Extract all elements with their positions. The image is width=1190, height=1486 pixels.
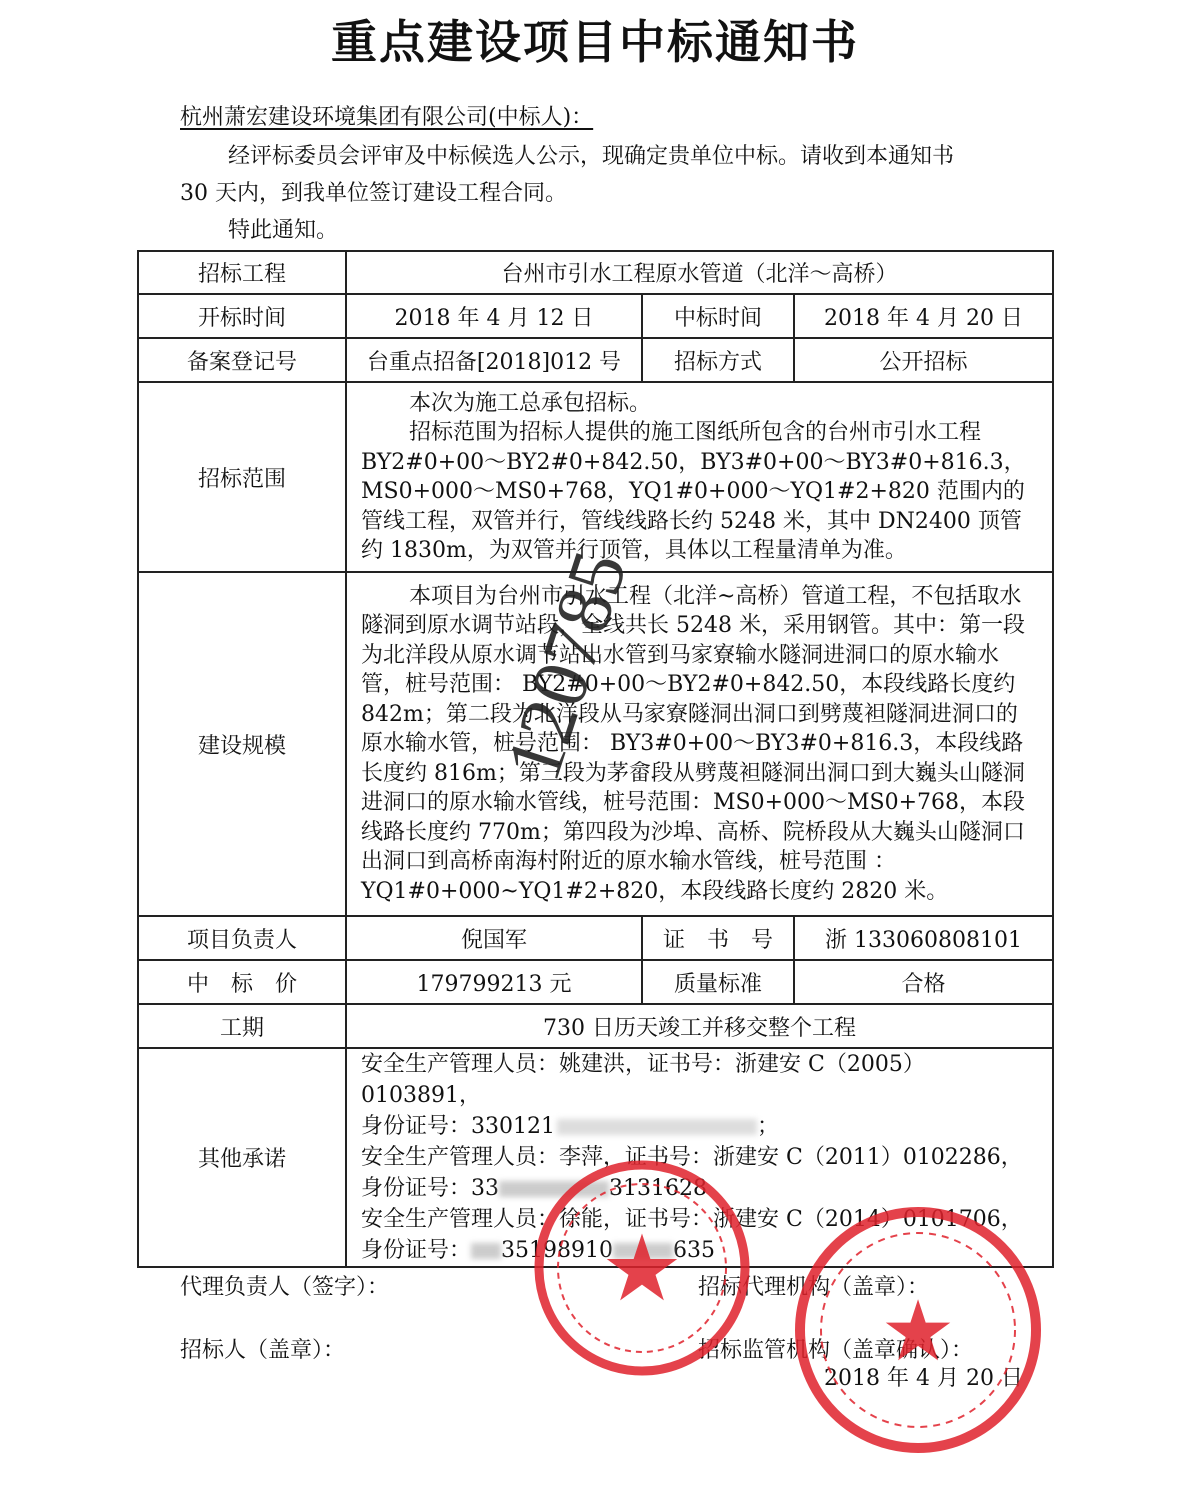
quality-label: 质量标准 bbox=[642, 960, 794, 1004]
intro-line-1: 经评标委员会评审及中标候选人公示，现确定贵单位中标。请收到本通知书 bbox=[228, 144, 955, 169]
agent-org-seal: 招标代理机构（盖章）： bbox=[698, 1275, 930, 1300]
price-value: 179799213 元 bbox=[346, 960, 642, 1004]
award-time-label: 中标时间 bbox=[642, 294, 794, 338]
other-line-3: 安全生产管理人员：李萍，证书号：浙建安 C（2011）0102286， bbox=[361, 1145, 1023, 1170]
price-label: 中 标 价 bbox=[138, 960, 346, 1004]
scope-label: 招标范围 bbox=[138, 382, 346, 572]
record-no-value: 台重点招备[2018]012 号 bbox=[346, 338, 642, 382]
document-title: 重点建设项目中标通知书 bbox=[331, 15, 859, 69]
scope-paragraph-2: 招标范围为招标人提供的施工图纸所包含的台州市引水工程BY2#0+00～BY2#0+842.50，BY3#0+00～BY3#0+816.3，MS0+000～MS0+768，YQ1#0+000～YQ1#2+820 范围内的管线工程，双管并行，管线线路长约 5248 米，其中 DN2400 顶管约 1830m，为双管并行顶管，具体以工程量清单为准。 bbox=[361, 420, 1026, 563]
company-seal-star: ★ bbox=[600, 1215, 684, 1322]
scope-paragraph-1: 本次为施工总承包招标。 bbox=[409, 390, 652, 416]
open-time-label: 开标时间 bbox=[138, 294, 346, 338]
row-scale bbox=[138, 572, 1053, 916]
scale-label: 建设规模 bbox=[138, 572, 346, 916]
other-line-4 bbox=[361, 1173, 1038, 1204]
method-label: 招标方式 bbox=[642, 338, 794, 382]
watermark-number: 120785 bbox=[488, 540, 644, 791]
id-prefix-1: 身份证号：330121 bbox=[361, 1114, 555, 1139]
manager-label: 项目负责人 bbox=[138, 916, 346, 960]
row-time bbox=[138, 294, 1053, 338]
other-line-5: 安全生产管理人员：徐能，证书号：浙建安 C（2014）0101706， bbox=[361, 1207, 1023, 1232]
other-label: 其他承诺 bbox=[138, 1048, 346, 1267]
other-line-2: 身份证号：330121 ； bbox=[361, 1114, 779, 1139]
period-value: 730 日历天竣工并移交整个工程 bbox=[346, 1004, 1053, 1048]
row-record bbox=[138, 338, 1053, 382]
other-text bbox=[346, 1048, 1053, 1267]
intro-block bbox=[180, 138, 1040, 249]
record-no-label: 备案登记号 bbox=[138, 338, 346, 382]
redacted-id-3a bbox=[471, 1243, 501, 1259]
project-label: 招标工程 bbox=[138, 251, 346, 294]
cert-label: 证 书 号 bbox=[642, 916, 794, 960]
intro-line-2: 30 天内，到我单位签订建设工程合同。 bbox=[180, 181, 567, 206]
other-line-6 bbox=[361, 1235, 1038, 1266]
scope-text bbox=[346, 382, 1053, 572]
row-period bbox=[138, 1004, 1053, 1048]
row-price bbox=[138, 960, 1053, 1004]
period-label: 工期 bbox=[138, 1004, 346, 1048]
award-table bbox=[137, 250, 1054, 1268]
row-project bbox=[138, 251, 1053, 294]
office-seal-star: ★ bbox=[880, 1282, 956, 1380]
row-scope bbox=[138, 382, 1053, 572]
redacted-id-3b bbox=[613, 1243, 673, 1259]
cert-value: 浙 133060808101 bbox=[794, 916, 1053, 960]
supervisor-seal: 招标监管机构（盖章确认）： bbox=[698, 1338, 974, 1363]
open-time-value: 2018 年 4 月 12 日 bbox=[346, 294, 642, 338]
row-manager bbox=[138, 916, 1053, 960]
id-fragment-2: 3131628 bbox=[609, 1176, 707, 1201]
id-fragment-3a: 35198910 bbox=[501, 1238, 613, 1263]
quality-value: 合格 bbox=[794, 960, 1053, 1004]
id-prefix-3: 身份证号： bbox=[361, 1238, 472, 1263]
redacted-id-2 bbox=[499, 1181, 609, 1197]
other-line-1: 安全生产管理人员：姚建洪，证书号：浙建安 C（2005）0103891， bbox=[361, 1052, 925, 1108]
scale-paragraph: 本项目为台州市引水工程（北洋~高桥）管道工程，不包括取水隧洞到原水调节站段，全线共长 5248 米，采用钢管。其中：第一段为北洋段从原水调节站出水管到马家寮输水隧洞进洞口的原水输水管，桩号范围： BY2#0+00～BY2#0+842.50，本段线路长度约 842m；第二段为北洋段从马家寮隧洞出洞口到劈蔑袒隧洞进洞口的原水输水管，桩号范围： BY3#0+00～BY3#0+816.3，本段线路长度约 816m；第三段为茅畲段从劈蔑袒隧洞出洞口到大巍头山隧洞进洞口的原水输水管线，桩号范围：MS0+000～MS0+768，本段线路长度约 770m；第四段为沙埠、高桥、院桥段从大巍头山隧洞口出洞口到高桥南海村附近的原水输水管线，桩号范围 ：YQ1#0+000~YQ1#2+820，本段线路长度约 2820 米。 bbox=[361, 583, 1026, 904]
addressee: 杭州萧宏建设环境集团有限公司(中标人)： bbox=[180, 105, 594, 130]
scale-text bbox=[346, 572, 1053, 916]
project-value: 台州市引水工程原水管道（北洋～高桥） bbox=[346, 251, 1053, 294]
row-other bbox=[138, 1048, 1053, 1267]
method-value: 公开招标 bbox=[794, 338, 1053, 382]
sign-date: 2018 年 4 月 20 日 bbox=[824, 1366, 1023, 1391]
intro-line-3: 特此通知。 bbox=[228, 218, 339, 243]
id-prefix-2: 身份证号：33 bbox=[361, 1176, 499, 1201]
tenderer-seal: 招标人（盖章）： bbox=[180, 1338, 346, 1363]
agent-person-signature: 代理负责人（签字）： bbox=[180, 1275, 390, 1300]
redacted-id-1 bbox=[557, 1119, 757, 1135]
manager-value: 倪国军 bbox=[346, 916, 642, 960]
id-fragment-3b: 635 bbox=[673, 1238, 715, 1263]
award-time-value: 2018 年 4 月 20 日 bbox=[794, 294, 1053, 338]
